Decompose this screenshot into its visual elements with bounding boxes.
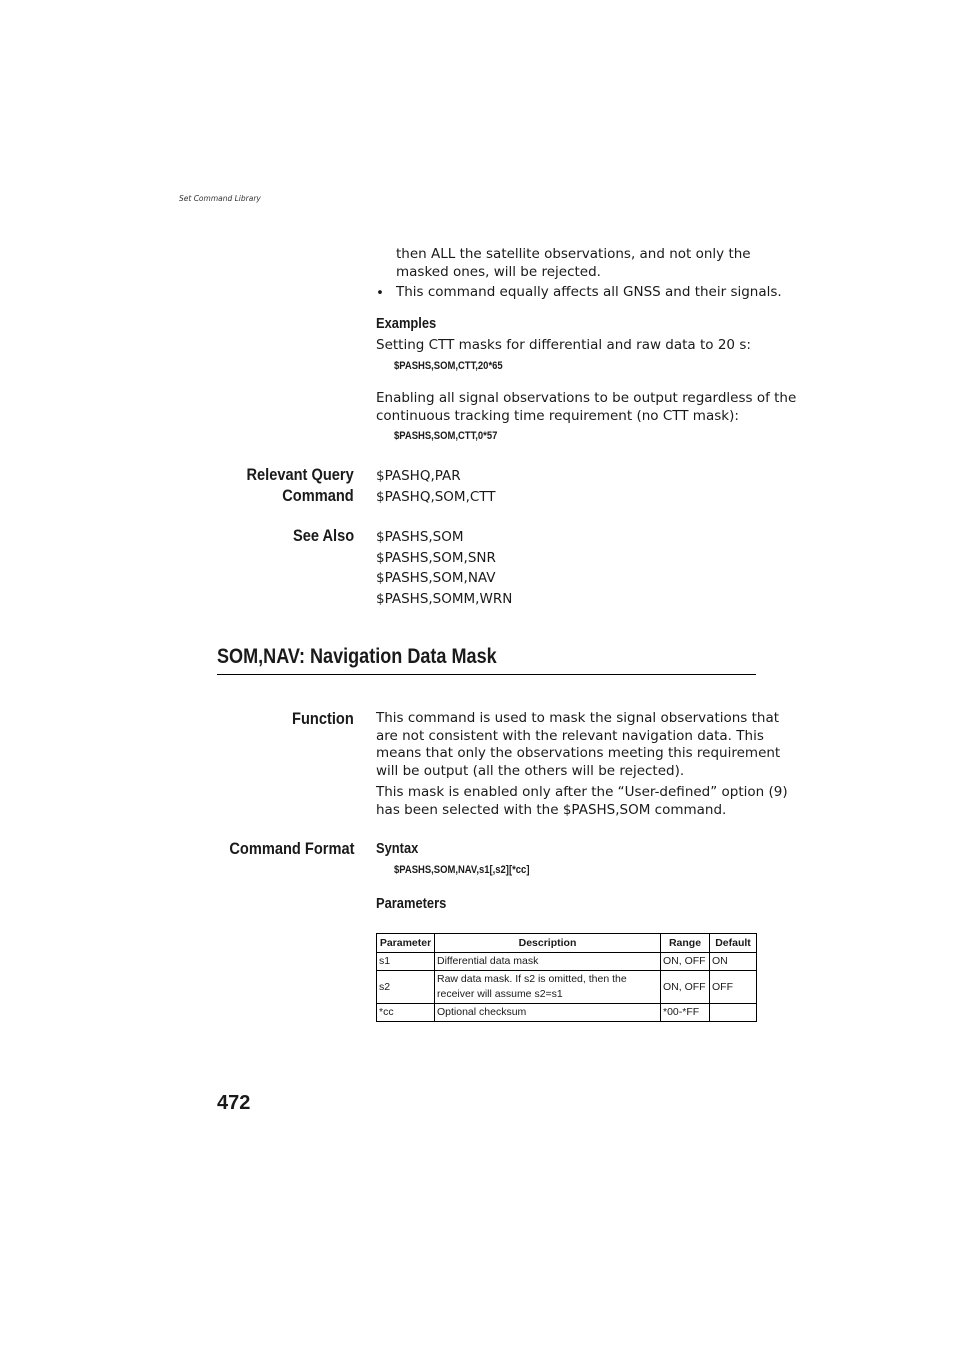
cell-description-line: Optional checksum bbox=[437, 1006, 527, 1018]
cell-range: *00-*FF bbox=[661, 1004, 710, 1022]
header-description: Description bbox=[435, 934, 661, 953]
function-line: are not consistent with the relevant navigation data. This bbox=[376, 727, 764, 744]
table-row bbox=[377, 953, 757, 971]
function-line: This command is used to mask the signal observations that bbox=[376, 710, 780, 726]
see-also-item: $PASHS,SOM bbox=[376, 529, 464, 545]
cell-range: ON, OFF bbox=[661, 953, 710, 971]
function-para-1 bbox=[376, 710, 780, 780]
bullet-text: This command equally affects all GNSS and their signals. bbox=[396, 284, 782, 300]
example-2-code: $PASHS,SOM,CTT,0*57 bbox=[394, 430, 498, 442]
table-row bbox=[377, 971, 757, 1004]
cell-parameter: s2 bbox=[377, 971, 435, 1004]
section-rule bbox=[217, 674, 756, 675]
function-label: Function bbox=[292, 709, 354, 728]
cell-default: ON bbox=[710, 953, 757, 971]
header-parameter: Parameter bbox=[377, 934, 435, 953]
function-line: has been selected with the $PASHS,SOM command. bbox=[376, 801, 727, 818]
example-2-line: continuous tracking time requirement (no CTT mask): bbox=[376, 407, 739, 424]
cell-default: OFF bbox=[710, 971, 757, 1004]
cell-parameter: s1 bbox=[377, 953, 435, 971]
example-1-text: Setting CTT masks for differential and raw data to 20 s: bbox=[376, 337, 751, 353]
see-also-item: $PASHS,SOM,SNR bbox=[376, 549, 496, 566]
cell-description bbox=[435, 1004, 661, 1022]
cell-parameter: *cc bbox=[377, 1004, 435, 1022]
example-1-code: $PASHS,SOM,CTT,20*65 bbox=[394, 360, 503, 372]
continuation-line: then ALL the satellite observations, and not only the bbox=[396, 246, 751, 262]
table-header-row bbox=[377, 934, 757, 953]
bullet-icon: • bbox=[376, 285, 384, 301]
syntax-heading: Syntax bbox=[376, 840, 419, 857]
cell-default bbox=[710, 1004, 757, 1022]
see-also-item: $PASHS,SOMM,WRN bbox=[376, 590, 513, 607]
relevant-query-list bbox=[376, 466, 496, 508]
see-also-item: $PASHS,SOM,NAV bbox=[376, 570, 496, 586]
syntax-code: $PASHS,SOM,NAV,s1[,s2][*cc] bbox=[394, 864, 530, 876]
running-head: Set Command Library bbox=[179, 194, 261, 203]
table-row bbox=[377, 1004, 757, 1022]
continuation-text bbox=[396, 246, 751, 281]
parameters-heading: Parameters bbox=[376, 895, 447, 912]
header-default: Default bbox=[710, 934, 757, 953]
see-also-list bbox=[376, 527, 512, 609]
cell-description bbox=[435, 953, 661, 971]
function-line: means that only the observations meeting this requirement bbox=[376, 745, 781, 761]
function-line: This mask is enabled only after the “User-defined” option (9) bbox=[376, 784, 788, 800]
function-para-2 bbox=[376, 784, 788, 819]
relevant-query-item: $PASHQ,SOM,CTT bbox=[376, 489, 496, 505]
relevant-query-label-line: Relevant Query bbox=[246, 465, 354, 484]
header-range: Range bbox=[661, 934, 710, 953]
relevant-query-label-line: Command bbox=[282, 486, 354, 505]
page-number: 472 bbox=[217, 1092, 251, 1114]
continuation-line: masked ones, will be rejected. bbox=[396, 263, 601, 280]
relevant-query-label bbox=[247, 464, 354, 506]
section-title: SOM,NAV: Navigation Data Mask bbox=[217, 645, 497, 668]
parameters-table bbox=[376, 933, 757, 1022]
cell-description-line: Differential data mask bbox=[437, 955, 539, 967]
cell-description bbox=[435, 971, 661, 1004]
see-also-label: See Also bbox=[292, 526, 354, 545]
relevant-query-item: $PASHQ,PAR bbox=[376, 468, 461, 484]
cell-description-line: receiver will assume s2=s1 bbox=[437, 988, 563, 1000]
examples-heading: Examples bbox=[376, 315, 437, 332]
cell-range: ON, OFF bbox=[661, 971, 710, 1004]
example-2-text bbox=[376, 390, 796, 425]
example-2-line: Enabling all signal observations to be output regardless of the bbox=[376, 390, 797, 406]
cell-description-line: Raw data mask. If s2 is omitted, then the bbox=[437, 973, 627, 985]
command-format-label: Command Format bbox=[228, 839, 354, 858]
function-line: will be output (all the others will be rejected). bbox=[376, 762, 685, 779]
